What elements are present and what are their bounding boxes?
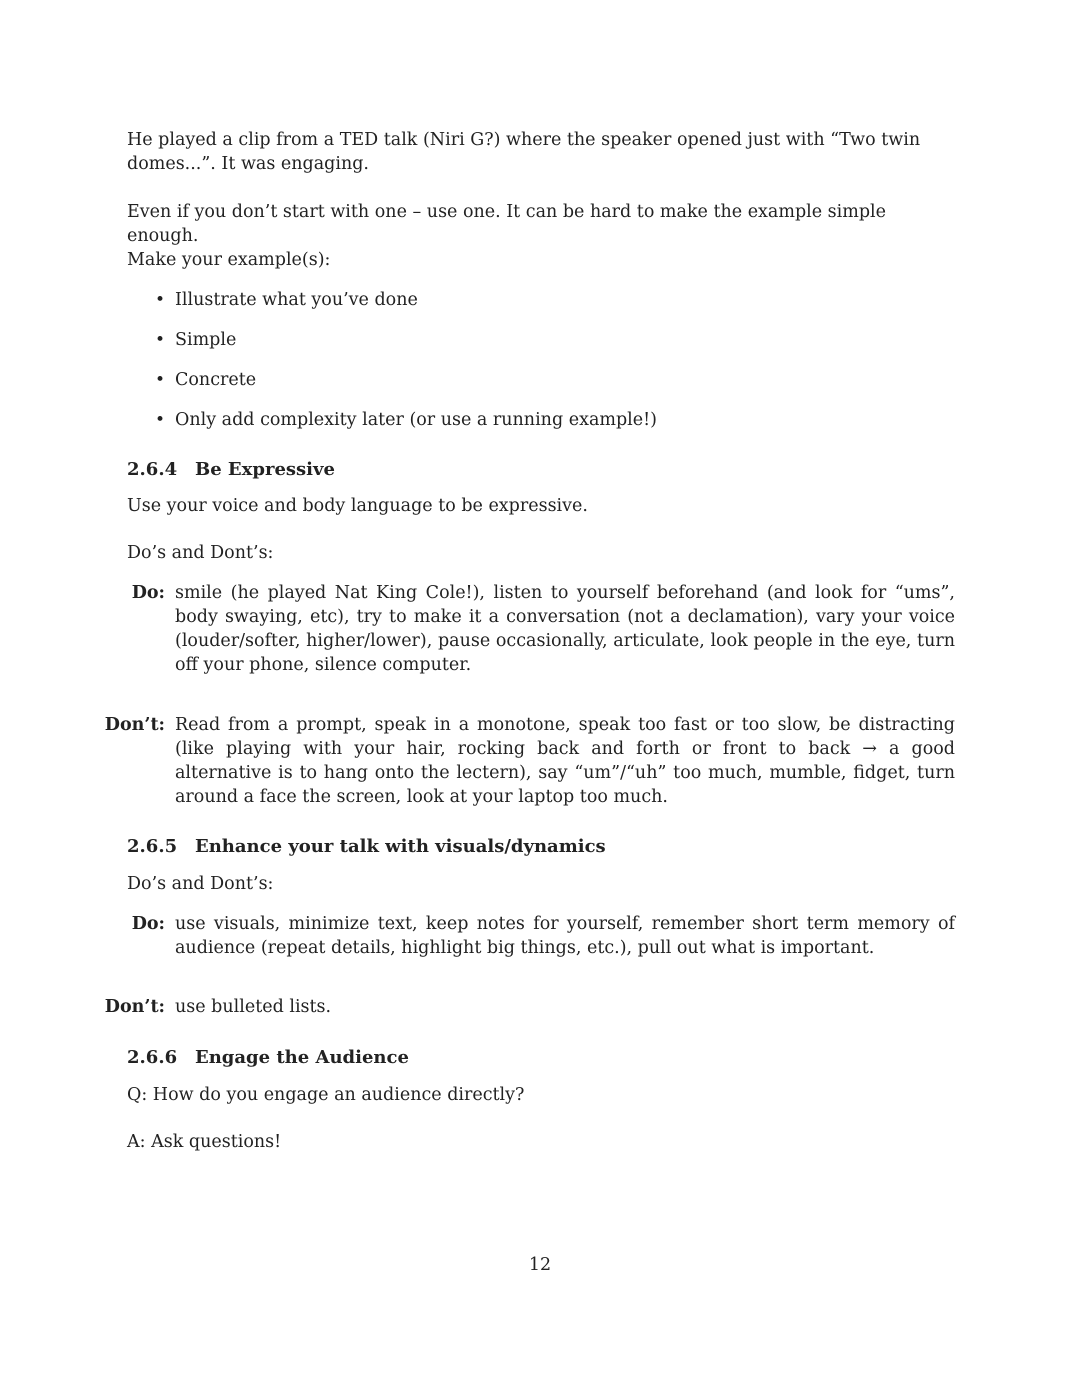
paragraph-voice: Use your voice and body language to be expressive. bbox=[127, 496, 588, 516]
dont-text: use bulleted lists. bbox=[175, 997, 332, 1017]
page-number: 12 bbox=[528, 1255, 552, 1275]
example-bullet-list bbox=[155, 288, 955, 448]
section-title: Engage the Audience bbox=[195, 1047, 409, 1068]
list-item: • Concrete bbox=[155, 370, 257, 390]
bullet-icon: • bbox=[155, 370, 166, 390]
section-number: 2.6.6 bbox=[127, 1047, 178, 1068]
answer-line: A: Ask questions! bbox=[127, 1132, 282, 1152]
do-text: smile (he played Nat King Cole!), listen to yourself beforehand (and look for “ums”, body swaying, etc), try to make it a conversation (not a declamation), vary your voice (louder/softer, higher/lower), pause occasionally, articulate, look people in the eye, turn off your phone, silence computer. bbox=[175, 583, 955, 675]
bullet-icon: • bbox=[155, 330, 166, 350]
section-number: 2.6.4 bbox=[127, 459, 178, 480]
section-title: Be Expressive bbox=[195, 459, 335, 480]
question-line: Q: How do you engage an audience directly? bbox=[127, 1085, 525, 1105]
paragraph-ted-clip: He played a clip from a TED talk (Niri G?) where the speaker opened just with “Two twin domes...”. It was engaging. bbox=[127, 130, 921, 174]
list-item: • Illustrate what you’ve done bbox=[155, 290, 418, 310]
section-heading-2-6-6 bbox=[127, 1046, 409, 1070]
list-item: • Only add complexity later (or use a running example!) bbox=[155, 410, 657, 430]
section-number: 2.6.5 bbox=[127, 836, 178, 857]
dont-term: Don’t: bbox=[104, 715, 165, 735]
dont-text: Read from a prompt, speak in a monotone, speak too fast or too slow, be distracting (like playing with your hair, rocking back and forth or front to back → a good alternative is to hang onto the lectern), say “um”/“uh” too much, mumble, fidget, turn around a face the screen, look at your laptop too much. bbox=[175, 715, 955, 807]
section-heading-2-6-5 bbox=[127, 835, 606, 859]
paragraph-make-example: Make your example(s): bbox=[127, 250, 331, 270]
dos-donts-label: Do’s and Dont’s: bbox=[127, 874, 274, 894]
dos-donts-label: Do’s and Dont’s: bbox=[127, 543, 274, 563]
do-term: Do: bbox=[131, 914, 165, 934]
bullet-icon: • bbox=[155, 410, 166, 430]
do-text: use visuals, minimize text, keep notes for yourself, remember short term memory of audience (repeat details, highlight big things, etc.), pull out what is important. bbox=[175, 914, 955, 958]
list-item: • Simple bbox=[155, 330, 237, 350]
bullet-icon: • bbox=[155, 290, 166, 310]
dont-term: Don’t: bbox=[104, 997, 165, 1017]
paragraph-use-example: Even if you don’t start with one – use one. It can be hard to make the example simple enough. bbox=[127, 202, 886, 246]
section-title: Enhance your talk with visuals/dynamics bbox=[195, 836, 606, 857]
do-term: Do: bbox=[131, 583, 165, 603]
section-heading-2-6-4 bbox=[127, 458, 335, 482]
